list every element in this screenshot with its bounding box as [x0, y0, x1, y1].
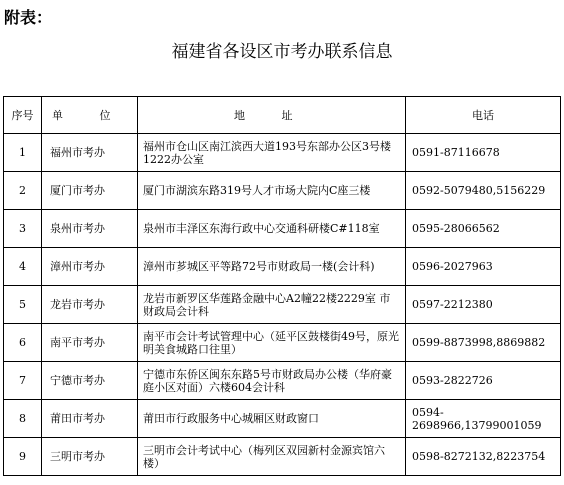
cell-serial: 3 — [4, 210, 42, 248]
cell-serial: 6 — [4, 324, 42, 362]
cell-phone: 0594-2698966,13799001059 — [406, 400, 561, 438]
cell-unit: 漳州市考办 — [42, 248, 138, 286]
cell-unit: 福州市考办 — [42, 134, 138, 172]
appendix-label: 附表： — [4, 8, 53, 27]
cell-phone: 0592-5079480,5156229 — [406, 172, 561, 210]
cell-unit: 厦门市考办 — [42, 172, 138, 210]
cell-address: 泉州市丰泽区东海行政中心交通科研楼C#118室 — [138, 210, 406, 248]
table-row — [4, 438, 561, 476]
cell-serial: 9 — [4, 438, 42, 476]
cell-phone: 0595-28066562 — [406, 210, 561, 248]
cell-address: 漳州市芗城区平等路72号市财政局一楼(会计科) — [138, 248, 406, 286]
cell-address: 南平市会计考试管理中心（延平区鼓楼街49号，原光明美食城路口往里） — [138, 324, 406, 362]
document-title: 福建省各设区市考办联系信息 — [171, 42, 393, 62]
cell-unit: 莆田市考办 — [42, 400, 138, 438]
cell-phone: 0597-2212380 — [406, 286, 561, 324]
cell-address: 龙岩市新罗区华莲路金融中心A2幢22楼2229室 市财政局会计科 — [138, 286, 406, 324]
cell-serial: 5 — [4, 286, 42, 324]
cell-serial: 1 — [4, 134, 42, 172]
cell-address: 三明市会计考试中心（梅列区双园新村金源宾馆六楼） — [138, 438, 406, 476]
table-row — [4, 248, 561, 286]
header-serial: 序号 — [4, 97, 42, 134]
cell-address: 厦门市湖滨东路319号人才市场大院内C座三楼 — [138, 172, 406, 210]
cell-phone: 0599-8873998,8869882 — [406, 324, 561, 362]
table-row — [4, 324, 561, 362]
cell-unit: 龙岩市考办 — [42, 286, 138, 324]
cell-serial: 8 — [4, 400, 42, 438]
cell-address: 莆田市行政服务中心城厢区财政窗口 — [138, 400, 406, 438]
cell-serial: 4 — [4, 248, 42, 286]
cell-unit: 泉州市考办 — [42, 210, 138, 248]
table-row — [4, 400, 561, 438]
cell-unit: 南平市考办 — [42, 324, 138, 362]
cell-phone: 0598-8272132,8223754 — [406, 438, 561, 476]
cell-serial: 7 — [4, 362, 42, 400]
cell-phone: 0596-2027963 — [406, 248, 561, 286]
header-address: 地 址 — [138, 97, 406, 134]
table-row — [4, 286, 561, 324]
table-header-row — [4, 97, 561, 134]
cell-unit: 宁德市考办 — [42, 362, 138, 400]
table-row — [4, 210, 561, 248]
cell-address: 宁德市东侨区闽东东路5号市财政局办公楼（华府豪庭小区对面）六楼604会计科 — [138, 362, 406, 400]
cell-unit: 三明市考办 — [42, 438, 138, 476]
cell-serial: 2 — [4, 172, 42, 210]
table-row — [4, 172, 561, 210]
table-row — [4, 134, 561, 172]
cell-address: 福州市仓山区南江滨西大道193号东部办公区3号楼1222办公室 — [138, 134, 406, 172]
cell-phone: 0593-2822726 — [406, 362, 561, 400]
header-unit: 单 位 — [42, 97, 138, 134]
cell-phone: 0591-87116678 — [406, 134, 561, 172]
contact-table — [3, 96, 561, 476]
table-row — [4, 362, 561, 400]
header-phone: 电话 — [406, 97, 561, 134]
